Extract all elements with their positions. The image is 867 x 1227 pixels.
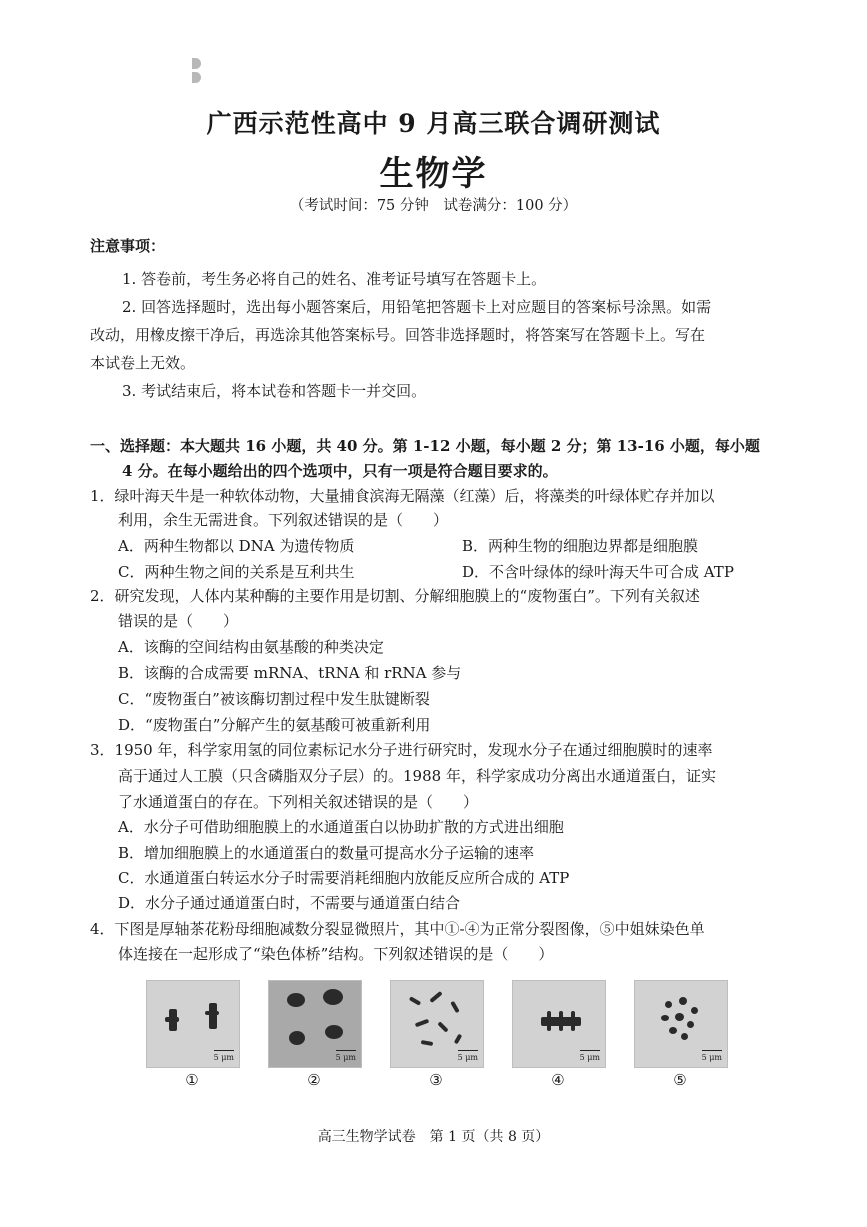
figure-label: ② bbox=[307, 1071, 321, 1089]
q1-option-c: C．两种生物之间的关系是互利共生 bbox=[118, 563, 355, 581]
q2-stem: 2．研究发现，人体内某种酶的主要作用是切割、分解细胞膜上的“废物蛋白”。下列有关叙述 bbox=[90, 587, 700, 605]
exam-info: （考试时间：75 分钟 试卷满分：100 分） bbox=[289, 198, 578, 214]
micrograph-1 bbox=[146, 980, 240, 1068]
exam-title: 广西示范性高中 9 月高三联合调研测试 bbox=[206, 109, 661, 138]
subject-title: 生物学 bbox=[379, 154, 488, 194]
scale-bar: 5 μm bbox=[579, 1053, 600, 1062]
notes-line: 1. 答卷前，考生务必将自己的姓名、准考证号填写在答题卡上。 bbox=[122, 270, 547, 288]
q1-stem: 1．绿叶海天牛是一种软体动物，大量捕食滨海无隔藻（红藻）后，将藻类的叶绿体贮存并加以 bbox=[90, 487, 715, 505]
section-heading: 一、选择题：本大题共 16 小题，共 40 分。第 1-12 小题，每小题 2 分；第 13-16 小题，每小题 bbox=[90, 437, 760, 455]
q1-option-b: B．两种生物的细胞边界都是细胞膜 bbox=[462, 537, 699, 555]
q1-stem: 利用，余生无需进食。下列叙述错误的是（ ） bbox=[118, 511, 449, 529]
q2-option-d: D．“废物蛋白”分解产生的氨基酸可被重新利用 bbox=[118, 716, 431, 734]
notes-line: 本试卷上无效。 bbox=[90, 354, 196, 372]
scale-bar: 5 μm bbox=[213, 1053, 234, 1062]
q3-stem: 了水通道蛋白的存在。下列相关叙述错误的是（ ） bbox=[118, 793, 479, 811]
q2-stem: 错误的是（ ） bbox=[118, 612, 239, 630]
figure-label: ① bbox=[185, 1071, 199, 1089]
q2-option-c: C．“废物蛋白”被该酶切割过程中发生肽键断裂 bbox=[118, 690, 430, 708]
q3-option-a: A．水分子可借助细胞膜上的水通道蛋白以协助扩散的方式进出细胞 bbox=[118, 818, 564, 836]
page-footer: 高三生物学试卷 第 1 页（共 8 页） bbox=[317, 1129, 550, 1145]
q4-stem: 4．下图是厚轴茶花粉母细胞减数分裂显微照片，其中①-④为正常分裂图像，⑤中姐妹染色单 bbox=[90, 920, 705, 938]
q1-option-a: A．两种生物都以 DNA 为遗传物质 bbox=[118, 537, 355, 555]
q3-option-c: C．水通道蛋白转运水分子时需要消耗细胞内放能反应所合成的 ATP bbox=[118, 869, 570, 887]
q4-stem: 体连接在一起形成了“染色体桥”结构。下列叙述错误的是（ ） bbox=[118, 945, 554, 963]
q3-stem: 高于通过人工膜（只含磷脂双分子层）的。1988 年，科学家成功分离出水通道蛋白，证实 bbox=[118, 767, 716, 785]
notes-heading: 注意事项： bbox=[90, 237, 166, 255]
notes-line: 3. 考试结束后，将本试卷和答题卡一并交回。 bbox=[122, 382, 427, 400]
micrograph-2 bbox=[268, 980, 362, 1068]
micrograph-3 bbox=[390, 980, 484, 1068]
q3-option-d: D．水分子通过通道蛋白时，不需要与通道蛋白结合 bbox=[118, 894, 461, 912]
figure-label: ④ bbox=[551, 1071, 565, 1089]
binding-mark-icon bbox=[192, 58, 202, 84]
q3-stem: 3．1950 年，科学家用氢的同位素标记水分子进行研究时，发现水分子在通过细胞膜时的速率 bbox=[90, 741, 713, 759]
figure-label: ⑤ bbox=[673, 1071, 687, 1089]
q2-option-b: B．该酶的合成需要 mRNA、tRNA 和 rRNA 参与 bbox=[118, 664, 462, 682]
micrograph-5 bbox=[634, 980, 728, 1068]
scale-bar: 5 μm bbox=[701, 1053, 722, 1062]
q2-option-a: A．该酶的空间结构由氨基酸的种类决定 bbox=[118, 638, 384, 656]
q3-option-b: B．增加细胞膜上的水通道蛋白的数量可提高水分子运输的速率 bbox=[118, 844, 535, 862]
micrograph-4 bbox=[512, 980, 606, 1068]
figure-label: ③ bbox=[429, 1071, 443, 1089]
q1-option-d: D．不含叶绿体的绿叶海天牛可合成 ATP bbox=[462, 563, 734, 581]
section-heading-cont: 4 分。在每小题给出的四个选项中，只有一项是符合题目要求的。 bbox=[122, 462, 558, 480]
notes-line: 2. 回答选择题时，选出每小题答案后，用铅笔把答题卡上对应题目的答案标号涂黑。如需 bbox=[122, 298, 712, 316]
scale-bar: 5 μm bbox=[457, 1053, 478, 1062]
scale-bar: 5 μm bbox=[335, 1053, 356, 1062]
notes-line: 改动，用橡皮擦干净后，再选涂其他答案标号。回答非选择题时，将答案写在答题卡上。写在 bbox=[90, 326, 706, 344]
